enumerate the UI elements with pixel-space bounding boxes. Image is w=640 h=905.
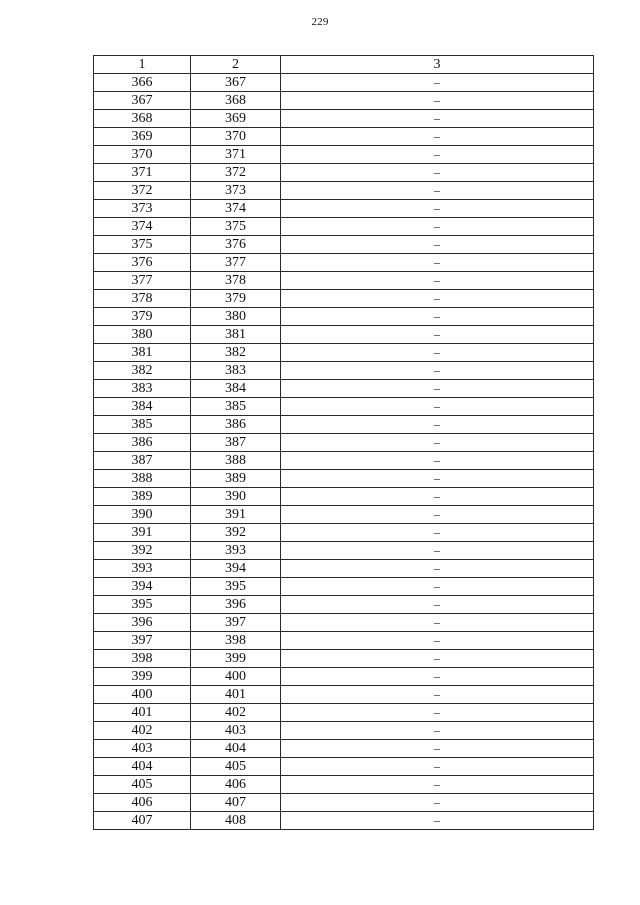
table-row [94,434,594,452]
cell-col-2: 394 [191,560,281,578]
data-table-container [93,55,593,830]
table-row [94,776,594,794]
table-row [94,128,594,146]
table-row [94,290,594,308]
table-row [94,650,594,668]
cell-col-2: 367 [191,74,281,92]
cell-col-3: – [281,254,594,272]
cell-col-3: – [281,704,594,722]
table-row [94,524,594,542]
cell-col-3: – [281,128,594,146]
table-row [94,200,594,218]
cell-col-1: 382 [94,362,191,380]
cell-col-3: – [281,560,594,578]
cell-col-2: 391 [191,506,281,524]
cell-col-3: – [281,542,594,560]
cell-col-1: 386 [94,434,191,452]
cell-col-1: 391 [94,524,191,542]
cell-col-2: 402 [191,704,281,722]
cell-col-3: – [281,182,594,200]
cell-col-1: 399 [94,668,191,686]
table-row [94,470,594,488]
page-number: 229 [311,16,329,28]
cell-col-2: 405 [191,758,281,776]
cell-col-1: 372 [94,182,191,200]
table-row [94,668,594,686]
cell-col-3: – [281,434,594,452]
cell-col-3: – [281,776,594,794]
cell-col-2: 401 [191,686,281,704]
cell-col-2: 380 [191,308,281,326]
cell-col-1: 397 [94,632,191,650]
column-header-2: 2 [191,56,281,74]
cell-col-1: 380 [94,326,191,344]
table-row [94,272,594,290]
cell-col-1: 369 [94,128,191,146]
cell-col-2: 368 [191,92,281,110]
cell-col-2: 389 [191,470,281,488]
cell-col-3: – [281,218,594,236]
cell-col-1: 404 [94,758,191,776]
cell-col-3: – [281,794,594,812]
cell-col-3: – [281,236,594,254]
cell-col-2: 372 [191,164,281,182]
table-row [94,380,594,398]
cell-col-2: 393 [191,542,281,560]
cell-col-3: – [281,344,594,362]
table-row [94,398,594,416]
cell-col-1: 389 [94,488,191,506]
cell-col-1: 378 [94,290,191,308]
cell-col-3: – [281,506,594,524]
table-row [94,758,594,776]
cell-col-1: 383 [94,380,191,398]
column-header-1: 1 [94,56,191,74]
cell-col-1: 394 [94,578,191,596]
cell-col-2: 407 [191,794,281,812]
table-row [94,236,594,254]
table-row [94,344,594,362]
cell-col-1: 373 [94,200,191,218]
cell-col-3: – [281,452,594,470]
cell-col-1: 367 [94,92,191,110]
table-row [94,560,594,578]
table-row [94,488,594,506]
cell-col-3: – [281,272,594,290]
cell-col-3: – [281,380,594,398]
table-row [94,596,594,614]
table-row [94,452,594,470]
cell-col-2: 400 [191,668,281,686]
cell-col-1: 406 [94,794,191,812]
cell-col-2: 377 [191,254,281,272]
cell-col-1: 370 [94,146,191,164]
cell-col-3: – [281,362,594,380]
cell-col-3: – [281,74,594,92]
table-row [94,740,594,758]
cell-col-3: – [281,524,594,542]
cell-col-1: 390 [94,506,191,524]
table-row [94,542,594,560]
cell-col-2: 388 [191,452,281,470]
table-row [94,182,594,200]
cell-col-1: 375 [94,236,191,254]
cell-col-1: 384 [94,398,191,416]
cell-col-2: 397 [191,614,281,632]
table-row [94,722,594,740]
cell-col-3: – [281,488,594,506]
cell-col-2: 369 [191,110,281,128]
cell-col-1: 402 [94,722,191,740]
cell-col-3: – [281,326,594,344]
cell-col-2: 392 [191,524,281,542]
cell-col-1: 368 [94,110,191,128]
cell-col-1: 371 [94,164,191,182]
table-body [94,74,594,830]
table-row [94,110,594,128]
column-header-3: 3 [281,56,594,74]
cell-col-1: 398 [94,650,191,668]
cell-col-1: 401 [94,704,191,722]
table-row [94,794,594,812]
table-row [94,92,594,110]
cell-col-1: 387 [94,452,191,470]
cell-col-3: – [281,416,594,434]
table-row [94,146,594,164]
table-row [94,704,594,722]
table-row [94,632,594,650]
cell-col-3: – [281,758,594,776]
table-header-row [94,56,594,74]
cell-col-2: 408 [191,812,281,830]
cell-col-1: 400 [94,686,191,704]
cell-col-3: – [281,722,594,740]
cell-col-3: – [281,146,594,164]
cell-col-2: 406 [191,776,281,794]
cell-col-3: – [281,308,594,326]
table-row [94,164,594,182]
cell-col-2: 376 [191,236,281,254]
cell-col-3: – [281,668,594,686]
cell-col-1: 385 [94,416,191,434]
cell-col-3: – [281,632,594,650]
cell-col-1: 376 [94,254,191,272]
cell-col-3: – [281,290,594,308]
cell-col-1: 396 [94,614,191,632]
cell-col-1: 374 [94,218,191,236]
cell-col-3: – [281,110,594,128]
table-row [94,362,594,380]
cell-col-1: 388 [94,470,191,488]
table-row [94,254,594,272]
table-row [94,74,594,92]
cell-col-2: 382 [191,344,281,362]
cell-col-3: – [281,596,594,614]
cell-col-3: – [281,164,594,182]
cell-col-3: – [281,650,594,668]
table-row [94,506,594,524]
table-row [94,308,594,326]
cell-col-2: 395 [191,578,281,596]
cell-col-2: 381 [191,326,281,344]
cell-col-1: 403 [94,740,191,758]
table-row [94,326,594,344]
table-row [94,416,594,434]
cell-col-1: 381 [94,344,191,362]
cell-col-2: 379 [191,290,281,308]
cell-col-2: 396 [191,596,281,614]
cell-col-3: – [281,686,594,704]
cell-col-2: 386 [191,416,281,434]
cell-col-2: 383 [191,362,281,380]
cell-col-3: – [281,398,594,416]
table-row [94,812,594,830]
cell-col-3: – [281,470,594,488]
cell-col-2: 390 [191,488,281,506]
cell-col-2: 378 [191,272,281,290]
cell-col-2: 371 [191,146,281,164]
cell-col-1: 377 [94,272,191,290]
table-row [94,686,594,704]
cell-col-3: – [281,92,594,110]
cell-col-2: 385 [191,398,281,416]
cell-col-1: 405 [94,776,191,794]
cell-col-3: – [281,740,594,758]
cell-col-2: 374 [191,200,281,218]
cell-col-3: – [281,578,594,596]
cell-col-3: – [281,812,594,830]
cell-col-2: 375 [191,218,281,236]
table-row [94,218,594,236]
cell-col-3: – [281,614,594,632]
table-row [94,578,594,596]
cell-col-2: 387 [191,434,281,452]
cell-col-1: 366 [94,74,191,92]
cell-col-2: 404 [191,740,281,758]
cell-col-2: 399 [191,650,281,668]
data-table [93,55,594,830]
cell-col-1: 395 [94,596,191,614]
cell-col-2: 398 [191,632,281,650]
cell-col-2: 384 [191,380,281,398]
cell-col-1: 407 [94,812,191,830]
cell-col-1: 379 [94,308,191,326]
cell-col-3: – [281,200,594,218]
cell-col-2: 403 [191,722,281,740]
cell-col-2: 370 [191,128,281,146]
cell-col-1: 393 [94,560,191,578]
cell-col-2: 373 [191,182,281,200]
table-row [94,614,594,632]
cell-col-1: 392 [94,542,191,560]
